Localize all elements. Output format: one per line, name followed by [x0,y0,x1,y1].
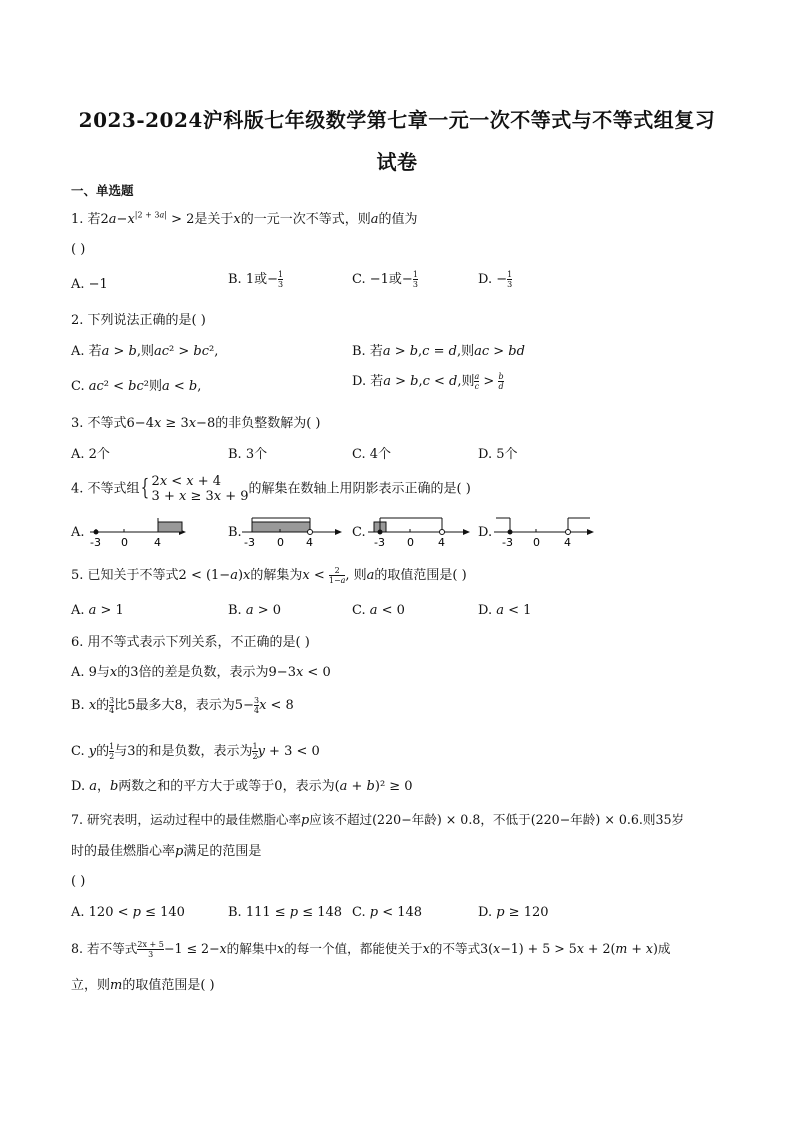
q1-option-b: B. 1或− $\frac{1}{3}$ [228,270,284,289]
q1-option-d: D. − $\frac{1}{3}$ [478,270,513,289]
q3-option-c: C. 4个 [352,447,392,462]
q4-c-tick-0: 0 [407,536,414,549]
q3-option-a: A. 2个 [71,447,110,462]
q4-system-bottom: 3 + 𝑥 ≥ 3𝑥 + 9 [151,489,249,504]
q7-paren: ( ) [71,874,86,889]
q6-stem: 6. 用不等式表示下列关系，不正确的是( ) [71,635,310,650]
page-title-line1: 2023-2024沪科版七年级数学第七章一元一次不等式与不等式组复习 [78,108,716,132]
q4-option-c-numberline [366,514,476,550]
q6-option-b: B. 𝑥的 $\frac{3}{4}$ 比5最多大8，表示为5− $\frac{3}{4}$ 𝑥 < 8 [71,696,294,715]
q4-option-a-label: A. [71,525,85,540]
q1-stem [71,207,417,229]
q5-option-c: C. 𝑎 < 0 [352,603,405,618]
q3-stem: 3. 不等式6−4𝑥 ≥ 3𝑥−8的非负整数解为( ) [71,416,321,431]
q4-b-tick-0: 0 [277,536,284,549]
q1-paren: ( ) [71,242,86,257]
q4-c-tick-4: 4 [438,536,445,549]
q5-option-a: A. 𝑎 > 1 [71,603,124,618]
q4-stem: 4. 不等式组{ 2𝑥 < 𝑥 + 4 3 + 𝑥 ≥ 3𝑥 + 9 的解集在数轴上用阴影表示正确的是( ) [71,474,471,504]
q8-stem-line2: 立，则𝑚的取值范围是( ) [71,978,215,993]
q4-c-tick-neg3: -3 [374,536,385,549]
q2-stem: 2. 下列说法正确的是( ) [71,313,206,328]
q4-a-tick-0: 0 [121,536,128,549]
q4-option-d-numberline [492,514,598,550]
q4-b-tick-neg3: -3 [244,536,255,549]
q2-option-d: D. 若𝑎 > 𝑏,𝑐 < 𝑑,则 𝑎 𝑐 > 𝑏 𝑑 [352,372,504,391]
q4-option-a-numberline [86,514,190,550]
q4-option-c-label: C. [352,525,366,540]
q8-stem-line1: 8. 若不等式 $\frac{2x + 5}{3}$ −1 ≤ 2−𝑥的解集中𝑥的每一个值，都能使关于𝑥的不等式3(𝑥−1) + 5 > 5𝑥 + 2(𝑚 + 𝑥)成 [71,940,671,959]
q4-stem-pre: 4. 不等式组 [71,481,140,497]
q4-stem-post: 的解集在数轴上用阴影表示正确的是( ) [248,481,471,497]
q3-option-b: B. 3个 [228,447,268,462]
q6-option-a: A. 9与𝑥的3倍的差是负数，表示为9−3𝑥 < 0 [71,665,331,680]
q5-option-b: B. 𝑎 > 0 [228,603,281,618]
q4-option-b-numberline [240,514,346,550]
q7-option-a: A. 120 < 𝑝 ≤ 140 [71,905,185,920]
q1-option-a: A. −1 [71,277,108,292]
q4-a-tick-neg3: -3 [90,536,101,549]
q2-option-c: C. 𝑎𝑐² < 𝑏𝑐²则𝑎 < 𝑏, [71,379,202,394]
q7-option-b: B. 111 ≤ 𝑝 ≤ 148 [228,905,343,920]
q4-d-tick-0: 0 [533,536,540,549]
q2-option-a: A. 若𝑎 > 𝑏,则𝑎𝑐² > 𝑏𝑐², [71,344,219,359]
q7-option-d: D. 𝑝 ≥ 120 [478,905,549,920]
q5-option-d: D. 𝑎 < 1 [478,603,532,618]
q5-stem-post: , 则𝑎的取值范围是( ) [345,568,467,583]
q4-a-tick-4: 4 [154,536,161,549]
q4-b-tick-4: 4 [306,536,313,549]
q7-stem-line2: 时的最佳燃脂心率𝑝满足的范围是 [71,844,262,859]
q4-d-tick-neg3: -3 [502,536,513,549]
q4-option-d-label: D. [478,525,493,540]
q1-option-c: C. −1或− $\frac{1}{3}$ [352,270,418,289]
section-heading: 一、单选题 [71,183,134,198]
q4-system-top: 2𝑥 < 𝑥 + 4 [151,474,222,489]
q5-frac-num: 2 [329,566,346,576]
q7-stem-line1: 7. 研究表明，运动过程中的最佳燃脂心率𝑝应该不超过(220−年龄) × 0.8，不低于(220−年龄) × 0.6.则35岁 [71,812,685,827]
q4-option-b-label: B. [228,525,242,540]
q6-option-c: C. 𝑦的 $\frac{1}{2}$ 与3的和是负数，表示为 $\frac{1}{2}$ 𝑦 + 3 < 0 [71,742,320,761]
q5-stem-pre: 5. 已知关于不等式2 < (1−𝑎)𝑥的解集为𝑥 < [71,568,325,583]
q2-option-b: B. 若𝑎 > 𝑏,𝑐 = 𝑑,则𝑎𝑐 > 𝑏𝑑 [352,344,525,359]
q7-option-c: C. 𝑝 < 148 [352,905,423,920]
q5-stem [71,566,467,585]
q3-option-d: D. 5个 [478,447,518,462]
q6-option-d: D. 𝑎，𝑏两数之和的平方大于或等于0，表示为(𝑎 + 𝑏)² ≥ 0 [71,779,413,794]
page-title-line2: 试卷 [376,150,418,174]
q5-frac-den: 1−𝑎 [328,576,346,585]
q1-stem-text: 1. 若2𝑎−𝑥$^{|2 + 3𝑎|}$ > 2是关于𝑥的一元一次不等式，则𝑎的值为 [71,211,418,228]
q4-d-tick-4: 4 [564,536,571,549]
